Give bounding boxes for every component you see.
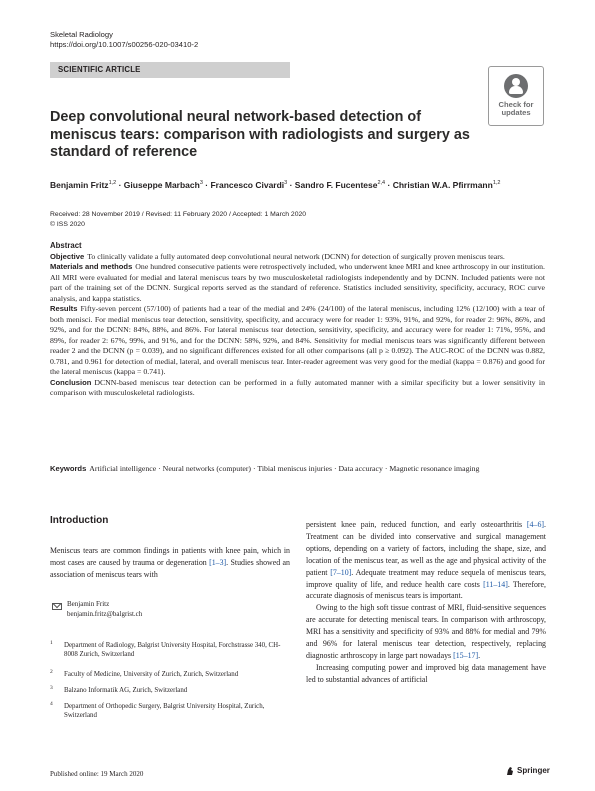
keywords-text: Artificial intelligence · Neural networks (computer) · Tibial meniscus injuries · Data accuracy · Magnetic resonance imaging	[89, 464, 480, 473]
springer-horse-icon	[505, 766, 515, 776]
journal-header	[50, 30, 198, 50]
keywords-label: Keywords	[50, 464, 87, 473]
affiliation-text: Balzano Informatik AG, Zurich, Switzerland	[64, 687, 188, 694]
author-separator: ·	[287, 179, 295, 190]
article-title: Deep convolutional neural network-based detection of meniscus tears: comparison with radiologists and surgery as standard of reference	[50, 109, 470, 160]
affiliation-number: 4	[50, 701, 53, 707]
section-heading-introduction: Introduction	[50, 515, 109, 526]
intro-paragraph-left: Meniscus tears are common findings in patients with knee pain, which in most cases are caused by trauma or degeneration [1–3]. Studies showed an association of meniscus tears with	[50, 546, 290, 580]
article-dates: Received: 28 November 2019 / Revised: 11 February 2020 / Accepted: 1 March 2020	[50, 211, 307, 218]
affiliation-text: Department of Orthopedic Surgery, Balgrist University Hospital, Zurich, Switzerland	[64, 703, 265, 719]
author-affiliation-ref: 3	[284, 180, 288, 186]
affiliation-number: 3	[50, 685, 53, 691]
abstract-results: Results Fifty-seven percent (57/100) of patients had a tear of the medial and 24% (24/100) of the lateral meniscus, including 12% (12/100) with a tear of both menisci. For medial meniscus tear detection, sensitivity, specificity, and accuracy were for reader 1: 93%, 91%, and 92%, for reader 2: 96%, 86%, and 92%, and for the DCNN: 84%, 88%, and 86%. For lateral meniscus tear detection, sensitivity, specificity, and accuracy were for reader 1: 71%, 95%, and 89%, for reader 2: 67%, 99%, and 91%, and for the DCNN: 58%, 92%, and 84%. Sensitivity for medial meniscus tears was significantly different between reader 2 and the DCNN (p = 0.039), and no significant differences existed for all other comparisons (all p ≥ 0.092). The AUC-ROC of the DCNN was 0.882, 0.781, and 0.961 for detection of medial, lateral, and overall meniscus tear. Inter-reader agreement was very good for the medial (kappa = 0.876) and good for the lateral meniscus (kappa = 0.741).	[50, 304, 545, 376]
author-affiliation-ref: 1,2	[108, 180, 117, 186]
intro-paragraph: Increasing computing power and improved big data management have led to substantial advances of artificial	[306, 662, 546, 684]
envelope-icon	[52, 603, 62, 610]
author-separator: ·	[385, 179, 393, 190]
corresponding-email[interactable]: benjamin.fritz@balgrist.ch	[67, 609, 143, 618]
abstract-heading: Abstract	[50, 241, 82, 250]
citation-link[interactable]: [4–6]	[526, 520, 545, 529]
abstract	[50, 241, 545, 399]
author-name[interactable]: Giuseppe Marbach	[123, 179, 200, 190]
crossmark-label: Check for updates	[498, 100, 534, 117]
doi-link[interactable]: https://doi.org/10.1007/s00256-020-03410-2	[50, 40, 199, 49]
citation-link[interactable]: [15–17]	[453, 650, 479, 660]
affiliation-number: 2	[50, 669, 53, 675]
keywords	[50, 464, 545, 475]
published-online: Published online: 19 March 2020	[50, 770, 144, 778]
abstract-methods: Materials and methods One hundred consecutive patients were retrospectively included, who underwent knee MRI and knee arthroscopy in our institution. All MRI were evaluated for medial and lateral meniscus tears by two musculoskeletal radiologists independently and by DCNN. Included patients were not part of the training set of the DCNN. Surgical reports served as the standard of reference. Statistics included sensitivity, specificity, accuracy, ROC curve analysis, and kappa statistics.	[50, 262, 545, 303]
author-name[interactable]: Christian W.A. Pfirrmann	[392, 179, 493, 190]
article-type-label: SCIENTIFIC ARTICLE	[58, 65, 141, 74]
citation-link[interactable]: [1–3]	[209, 558, 227, 568]
intro-column-right	[306, 519, 546, 686]
affiliation-number: 1	[50, 640, 53, 646]
check-for-updates-button[interactable]	[488, 66, 544, 126]
author-separator: ·	[116, 179, 124, 190]
corresponding-author: Benjamin Fritz	[67, 600, 110, 608]
author-separator: ·	[202, 179, 211, 190]
publisher-logo-text: Springer	[517, 766, 550, 775]
author-affiliation-ref: 2,4	[377, 180, 386, 186]
author-affiliation-ref: 1,2	[492, 180, 501, 186]
correspondence	[67, 600, 142, 619]
author-affiliation-ref: 3	[199, 180, 203, 186]
intro-paragraph: persistent knee pain, reduced function, and early osteoarthritis [4–6]. Treatment can be divided into conservative and surgical management options, depending on a variety of factors, including the shape, size, and location of the meniscus tear, as well as the age and physical activity of the patient [7–10]. Adequate treatment may reduce sequela of meniscus tears, improve quality of life, and reduce health care costs [11–14]. Therefore, accurate diagnosis of meniscus tears is important.	[306, 520, 546, 601]
crossmark-icon	[504, 74, 528, 98]
intro-paragraph: Owing to the high soft tissue contrast of MRI, fluid-sensitive sequences are accurate for detecting meniscal tears. In comparison with arthroscopy, MRI has a sensitivity and specificity of 93% and 88% for medial and 79% and 96% for lateral meniscus tear detection, respectively, replacing diagnostic arthroscopy in large part nowadays [15–17].	[306, 603, 546, 660]
citation-link[interactable]: [11–14]	[483, 579, 508, 589]
abstract-objective: Objective To clinically validate a fully automated deep convolutional neural network (DCNN) for detection of surgically proven meniscus tears.	[50, 251, 505, 261]
author-name[interactable]: Francesco Civardi	[210, 179, 285, 190]
author-name[interactable]: Benjamin Fritz	[50, 179, 109, 190]
abstract-conclusion: Conclusion DCNN-based meniscus tear detection can be performed in a fully automated manner with a similar specificity but a lower sensitivity in comparison with musculoskeletal radiologists.	[50, 377, 545, 397]
citation-link[interactable]: [7–10]	[330, 567, 352, 577]
copyright: © ISS 2020	[50, 221, 85, 228]
author-name[interactable]: Sandro F. Fucentese	[294, 179, 378, 190]
affiliation-text: Department of Radiology, Balgrist University Hospital, Forchstrasse 340, CH-8008 Zurich, Switzerland	[64, 642, 281, 658]
journal-name: Skeletal Radiology	[50, 30, 113, 39]
author-list	[50, 178, 550, 191]
affiliation-text: Faculty of Medicine, University of Zurich, Zurich, Switzerland	[64, 671, 239, 678]
